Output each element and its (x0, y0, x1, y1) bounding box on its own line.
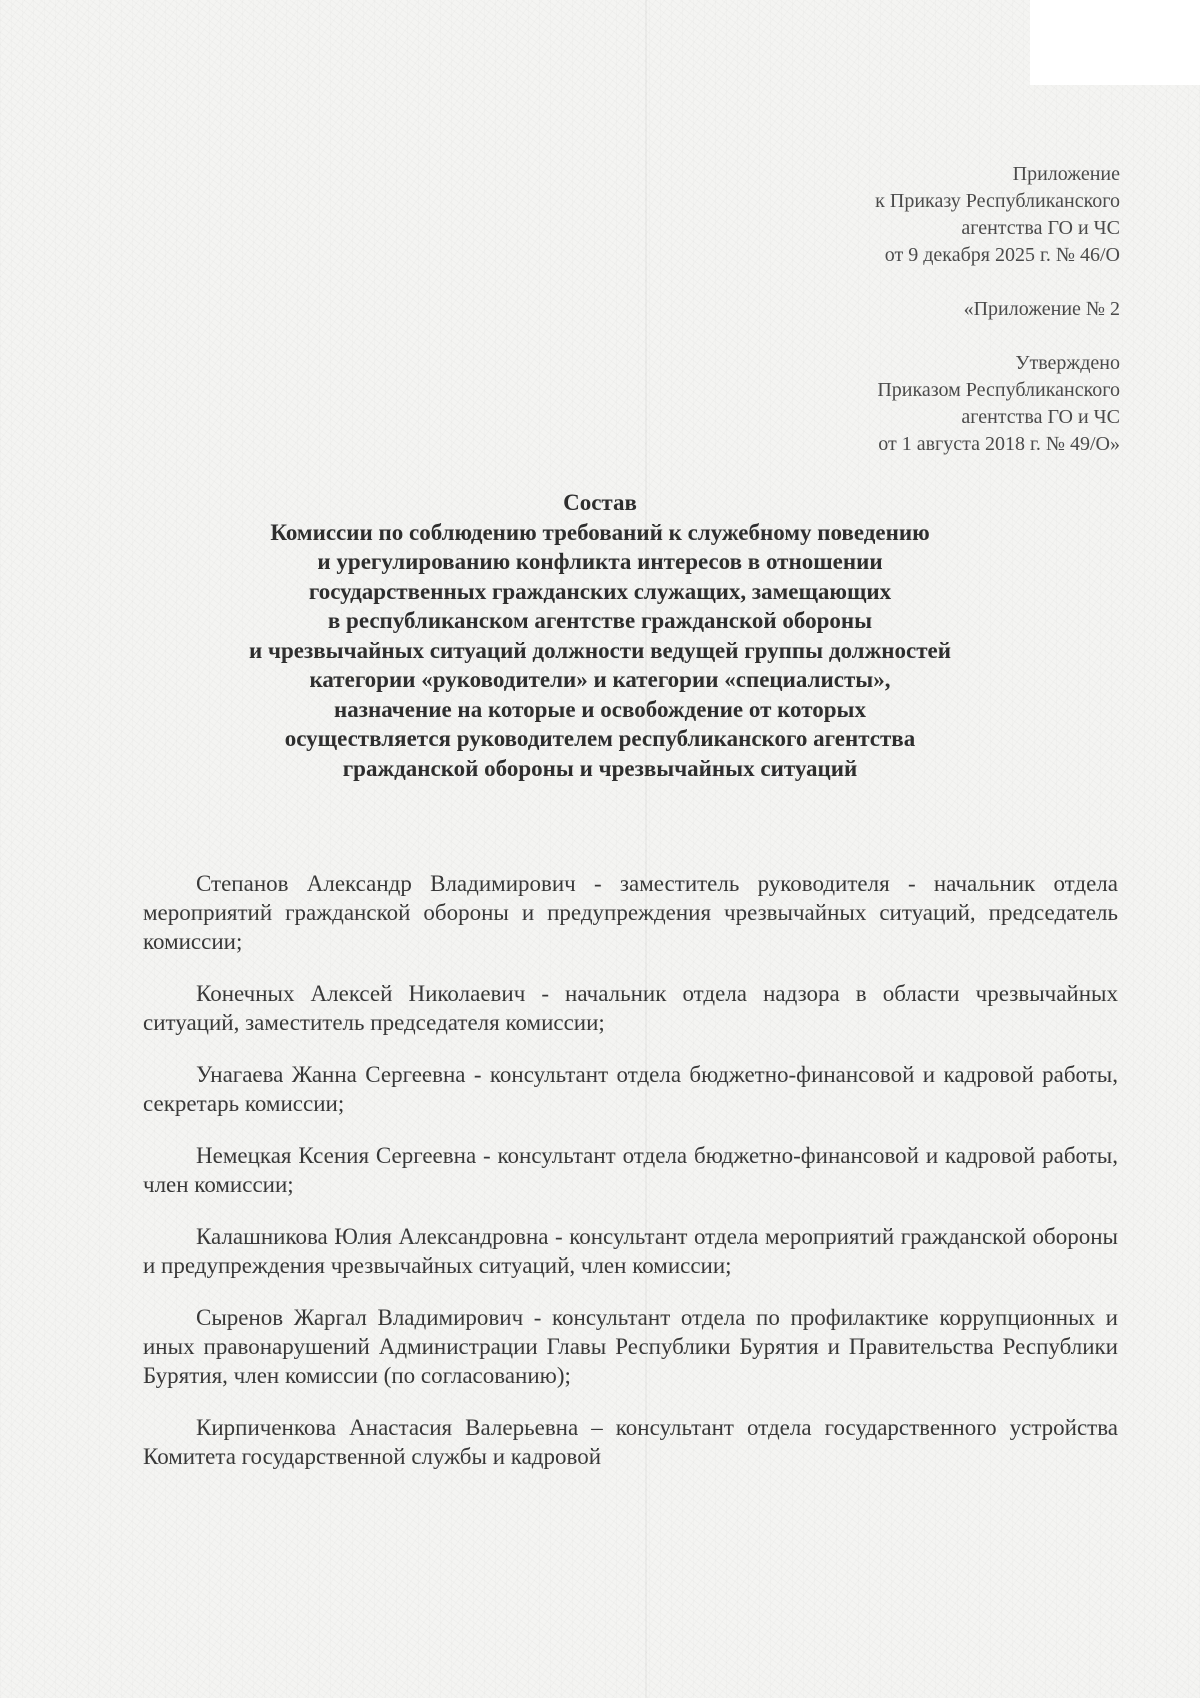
member-paragraph: Конечных Алексей Николаевич - начальник отдела надзора в области чрезвычайных ситуаций, заместитель председателя комиссии; (143, 981, 1118, 1035)
scan-blank-corner (1030, 0, 1200, 85)
approved-line: агентства ГО и ЧС (961, 406, 1120, 428)
header-gap (875, 323, 1120, 350)
commission-members-list (143, 869, 1118, 1471)
header-line: от 9 декабря 2025 г. № 46/О (884, 244, 1120, 266)
approved-line: от 1 августа 2018 г. № 49/О» (878, 433, 1120, 455)
member-paragraph: Степанов Александр Владимирович - заместитель руководителя - начальник отдела мероприятий гражданской обороны и предупреждения чрезвычайных ситуаций, председатель комиссии; (143, 871, 1118, 954)
title-line: и чрезвычайных ситуаций должности ведущей группы должностей (249, 637, 951, 663)
title-line: гражданской обороны и чрезвычайных ситуаций (342, 755, 858, 781)
title-line: в республиканском агентстве гражданской обороны (327, 608, 873, 633)
title-line: категории «руководители» и категории «специалисты», (309, 667, 891, 692)
header-line: к Приказу Республиканского (875, 190, 1120, 212)
member-paragraph: Унагаева Жанна Сергеевна - консультант отдела бюджетно-финансовой и кадровой работы, секретарь комиссии; (143, 1062, 1118, 1116)
member-paragraph: Калашникова Юлия Александровна - консультант отдела мероприятий гражданской обороны и предупреждения чрезвычайных ситуаций, член комиссии; (143, 1224, 1118, 1278)
title-line: Состав (563, 490, 637, 515)
approved-line: Утверждено (1015, 352, 1120, 374)
title-line: государственных гражданских служащих, замещающих (308, 578, 892, 604)
title-line: назначение на которые и освобождение от которых (333, 696, 867, 722)
title-line: осуществляется руководителем республиканского агентства (284, 726, 916, 751)
document-title (150, 488, 1050, 783)
member-paragraph: Немецкая Ксения Сергеевна - консультант отдела бюджетно-финансовой и кадровой работы, член комиссии; (143, 1143, 1118, 1197)
header-gap (875, 269, 1120, 296)
member-paragraph: Сыренов Жаргал Владимирович - консультант отдела по профилактике коррупционных и иных правонарушений Администрации Главы Республики Бурятия и Правительства Республики Бурятия, член комиссии (по согласованию); (143, 1305, 1118, 1388)
approved-line: Приказом Республиканского (877, 379, 1120, 401)
title-line: и урегулированию конфликта интересов в отношении (317, 549, 883, 574)
title-line: Комиссии по соблюдению требований к служебному поведению (270, 519, 930, 545)
appendix-header (875, 161, 1120, 458)
header-line: агентства ГО и ЧС (961, 217, 1120, 239)
header-line: Приложение (1012, 163, 1120, 185)
appendix-number: «Приложение № 2 (963, 298, 1120, 320)
member-paragraph: Кирпиченкова Анастасия Валерьевна – консультант отдела государственного устройства Комитета государственной службы и кадровой (143, 1415, 1118, 1469)
